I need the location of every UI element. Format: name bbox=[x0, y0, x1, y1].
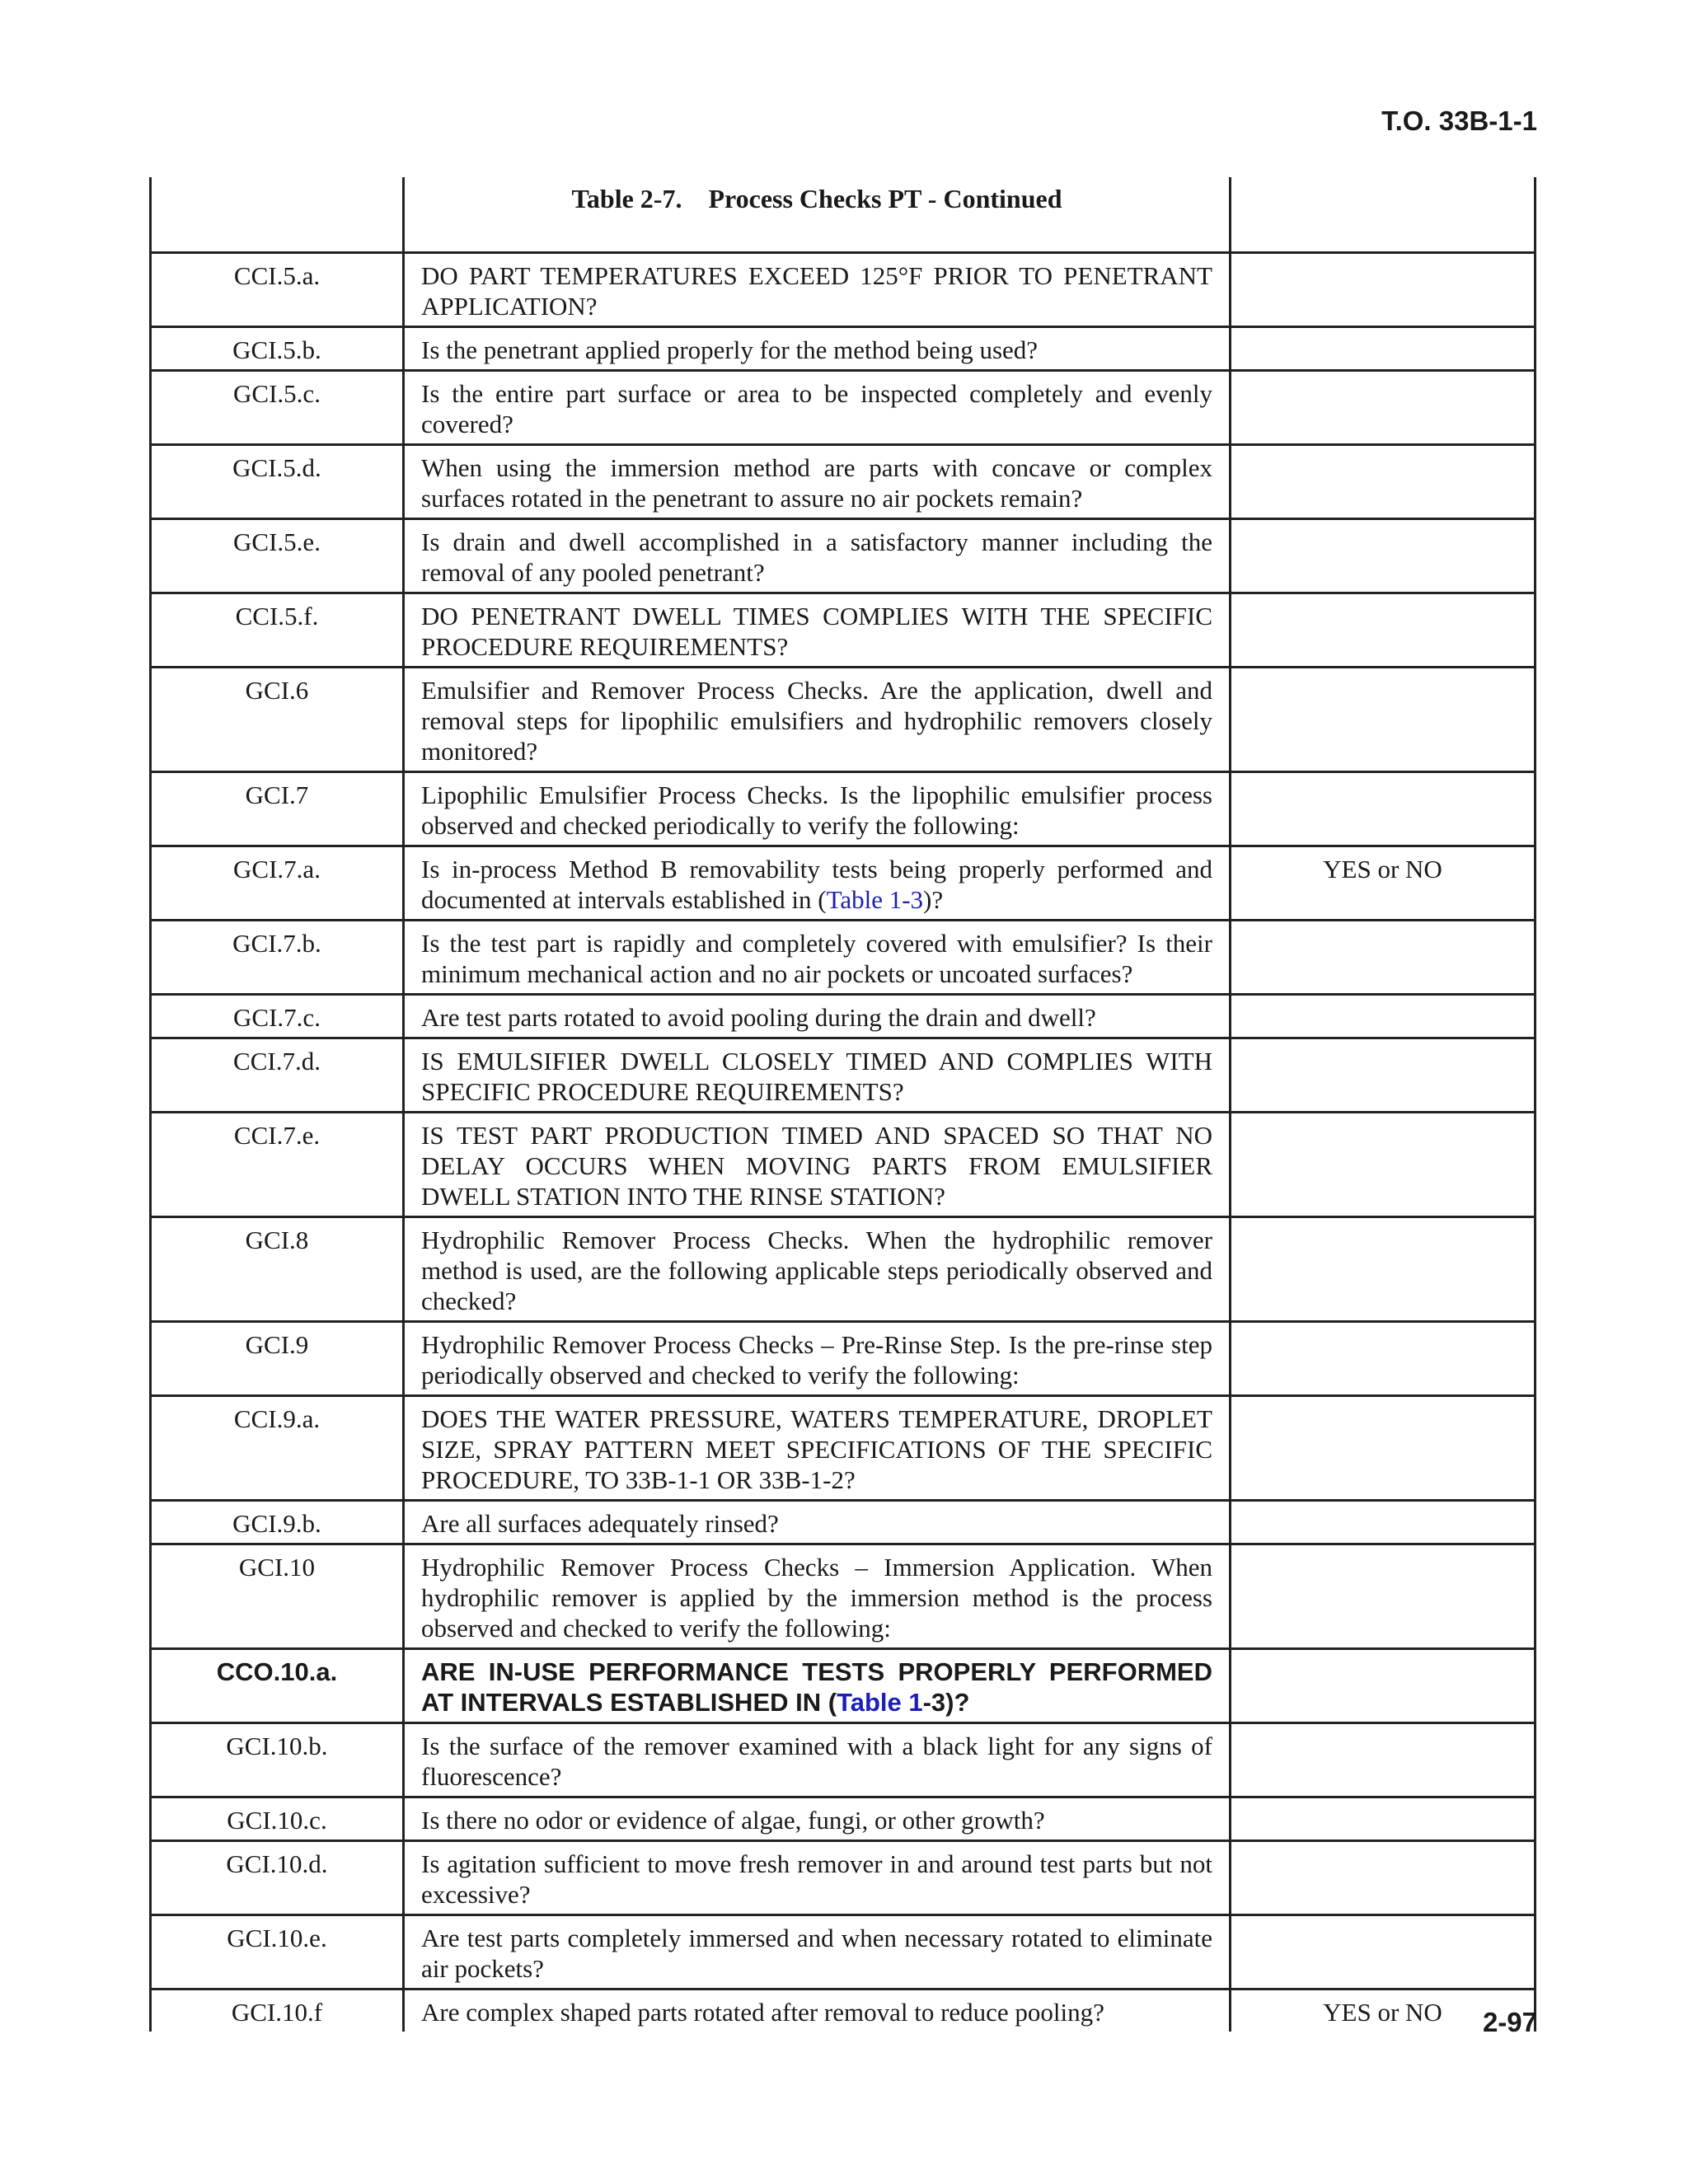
table-header-row bbox=[151, 177, 1536, 253]
check-code: GCI.7.b. bbox=[151, 921, 404, 995]
table-row bbox=[151, 1544, 1536, 1649]
check-code: GCI.10 bbox=[151, 1544, 404, 1649]
check-description: Is the entire part surface or area to be inspected completely and evenly covered? bbox=[404, 371, 1231, 445]
check-code: GCI.8 bbox=[151, 1217, 404, 1322]
check-description: Hydrophilic Remover Process Checks – Immersion Application. When hydrophilic remover is applied by the immersion method is the process observed and checked to verify the following: bbox=[404, 1544, 1231, 1649]
check-result bbox=[1231, 593, 1536, 668]
check-description: Hydrophilic Remover Process Checks – Pre-Rinse Step. Is the pre-rinse step periodically observed and checked to verify the following: bbox=[404, 1322, 1231, 1396]
check-description: Lipophilic Emulsifier Process Checks. Is the lipophilic emulsifier process observed and checked periodically to verify the following: bbox=[404, 772, 1231, 846]
check-result bbox=[1231, 327, 1536, 371]
check-result bbox=[1231, 772, 1536, 846]
table-row bbox=[151, 1217, 1536, 1322]
table-row bbox=[151, 668, 1536, 772]
description-text: -3)? bbox=[922, 1688, 970, 1717]
check-result bbox=[1231, 1038, 1536, 1113]
table-row bbox=[151, 1841, 1536, 1915]
check-code: CCI.5.f. bbox=[151, 593, 404, 668]
check-result bbox=[1231, 1841, 1536, 1915]
check-result bbox=[1231, 371, 1536, 445]
check-code: GCI.10.f bbox=[151, 1990, 404, 2032]
check-code: GCI.10.c. bbox=[151, 1797, 404, 1841]
table-row bbox=[151, 1396, 1536, 1501]
table-row bbox=[151, 371, 1536, 445]
check-code: GCI.5.c. bbox=[151, 371, 404, 445]
check-result bbox=[1231, 668, 1536, 772]
process-checks-table-container bbox=[149, 177, 1534, 2032]
check-description: DO PART TEMPERATURES EXCEED 125°F PRIOR TO PENETRANT APPLICATION? bbox=[404, 253, 1231, 327]
check-code: GCI.7.c. bbox=[151, 995, 404, 1038]
description-text: )? bbox=[923, 885, 944, 914]
check-result bbox=[1231, 995, 1536, 1038]
check-code: GCI.10.d. bbox=[151, 1841, 404, 1915]
check-result: YES or NO bbox=[1231, 846, 1536, 921]
check-code: GCI.5.b. bbox=[151, 327, 404, 371]
check-description: Are test parts rotated to avoid pooling during the drain and dwell? bbox=[404, 995, 1231, 1038]
check-result bbox=[1231, 1544, 1536, 1649]
table-row bbox=[151, 1797, 1536, 1841]
check-code: GCI.7 bbox=[151, 772, 404, 846]
check-code: GCI.5.e. bbox=[151, 519, 404, 593]
check-result bbox=[1231, 1113, 1536, 1217]
check-description: Emulsifier and Remover Process Checks. Are the application, dwell and removal steps for lipophilic emulsifiers and hydrophilic removers closely monitored? bbox=[404, 668, 1231, 772]
check-code: GCI.6 bbox=[151, 668, 404, 772]
check-code: CCI.5.a. bbox=[151, 253, 404, 327]
check-result bbox=[1231, 253, 1536, 327]
check-description: Is there no odor or evidence of algae, fungi, or other growth? bbox=[404, 1797, 1231, 1841]
check-description: Is drain and dwell accomplished in a satisfactory manner including the removal of any pooled penetrant? bbox=[404, 519, 1231, 593]
check-result bbox=[1231, 445, 1536, 519]
table-row bbox=[151, 593, 1536, 668]
check-description: Are complex shaped parts rotated after removal to reduce pooling? bbox=[404, 1990, 1231, 2032]
check-description: DO PENETRANT DWELL TIMES COMPLIES WITH THE SPECIFIC PROCEDURE REQUIREMENTS? bbox=[404, 593, 1231, 668]
table-row bbox=[151, 1113, 1536, 1217]
check-code: CCI.7.d. bbox=[151, 1038, 404, 1113]
check-result: YES or NO bbox=[1231, 1990, 1536, 2032]
check-code: GCI.10.e. bbox=[151, 1915, 404, 1990]
check-result bbox=[1231, 1723, 1536, 1797]
check-result bbox=[1231, 1322, 1536, 1396]
check-code: GCI.10.b. bbox=[151, 1723, 404, 1797]
check-result bbox=[1231, 1501, 1536, 1544]
table-row bbox=[151, 772, 1536, 846]
table-row bbox=[151, 1322, 1536, 1396]
table-row bbox=[151, 1990, 1536, 2032]
table-row bbox=[151, 253, 1536, 327]
table-row bbox=[151, 921, 1536, 995]
check-description: Are test parts completely immersed and when necessary rotated to eliminate air pockets? bbox=[404, 1915, 1231, 1990]
page-number: 2-97 bbox=[1482, 2007, 1537, 2037]
table-reference-link[interactable]: Table 1 bbox=[837, 1688, 923, 1717]
check-description: DOES THE WATER PRESSURE, WATERS TEMPERATURE, DROPLET SIZE, SPRAY PATTERN MEET SPECIFICATIONS OF THE SPECIFIC PROCEDURE, TO 33B-1-1 OR 33B-1-2? bbox=[404, 1396, 1231, 1501]
check-code: GCI.9.b. bbox=[151, 1501, 404, 1544]
check-result bbox=[1231, 1396, 1536, 1501]
table-reference-link[interactable]: Table 1-3 bbox=[826, 885, 924, 914]
check-result bbox=[1231, 1915, 1536, 1990]
check-code: GCI.9 bbox=[151, 1322, 404, 1396]
check-description: Is the test part is rapidly and completely covered with emulsifier? Is their minimum mechanical action and no air pockets or uncoated surfaces? bbox=[404, 921, 1231, 995]
check-code: CCI.7.e. bbox=[151, 1113, 404, 1217]
header-cell-code bbox=[151, 177, 404, 253]
table-row bbox=[151, 327, 1536, 371]
check-code: GCI.5.d. bbox=[151, 445, 404, 519]
check-result bbox=[1231, 1217, 1536, 1322]
check-code: CCI.9.a. bbox=[151, 1396, 404, 1501]
table-row bbox=[151, 445, 1536, 519]
table-row bbox=[151, 995, 1536, 1038]
check-description: Is agitation sufficient to move fresh remover in and around test parts but not excessive? bbox=[404, 1841, 1231, 1915]
check-description: IS TEST PART PRODUCTION TIMED AND SPACED SO THAT NO DELAY OCCURS WHEN MOVING PARTS FROM EMULSIFIER DWELL STATION INTO THE RINSE STATION? bbox=[404, 1113, 1231, 1217]
document-number: T.O. 33B-1-1 bbox=[1381, 105, 1537, 136]
check-code: GCI.7.a. bbox=[151, 846, 404, 921]
check-result bbox=[1231, 1649, 1536, 1723]
header-cell-result bbox=[1231, 177, 1536, 253]
check-result bbox=[1231, 921, 1536, 995]
table-row bbox=[151, 1501, 1536, 1544]
table-row bbox=[151, 1038, 1536, 1113]
check-description: Hydrophilic Remover Process Checks. When the hydrophilic remover method is used, are the following applicable steps periodically observed and checked? bbox=[404, 1217, 1231, 1322]
description-text: ARE IN-USE PERFORMANCE TESTS PROPERLY PERFORMED AT INTERVALS ESTABLISHED IN ( bbox=[421, 1657, 1212, 1717]
table-row bbox=[151, 846, 1536, 921]
check-description: Is the surface of the remover examined with a black light for any signs of fluorescence? bbox=[404, 1723, 1231, 1797]
check-result bbox=[1231, 1797, 1536, 1841]
check-description: When using the immersion method are parts with concave or complex surfaces rotated in the penetrant to assure no air pockets remain? bbox=[404, 445, 1231, 519]
check-description: Is the penetrant applied properly for the method being used? bbox=[404, 327, 1231, 371]
table-row bbox=[151, 1723, 1536, 1797]
table-row bbox=[151, 1915, 1536, 1990]
table-title: Table 2-7. Process Checks PT - Continued bbox=[404, 177, 1231, 253]
description-text: Is in-process Method B removability tests being properly performed and documented at intervals established in ( bbox=[421, 855, 1212, 914]
check-description bbox=[404, 846, 1231, 921]
check-result bbox=[1231, 519, 1536, 593]
table-row bbox=[151, 519, 1536, 593]
check-description: Are all surfaces adequately rinsed? bbox=[404, 1501, 1231, 1544]
check-description: IS EMULSIFIER DWELL CLOSELY TIMED AND COMPLIES WITH SPECIFIC PROCEDURE REQUIREMENTS? bbox=[404, 1038, 1231, 1113]
check-description bbox=[404, 1649, 1231, 1723]
process-checks-table bbox=[149, 177, 1536, 2032]
check-code: CCO.10.a. bbox=[151, 1649, 404, 1723]
table-row bbox=[151, 1649, 1536, 1723]
